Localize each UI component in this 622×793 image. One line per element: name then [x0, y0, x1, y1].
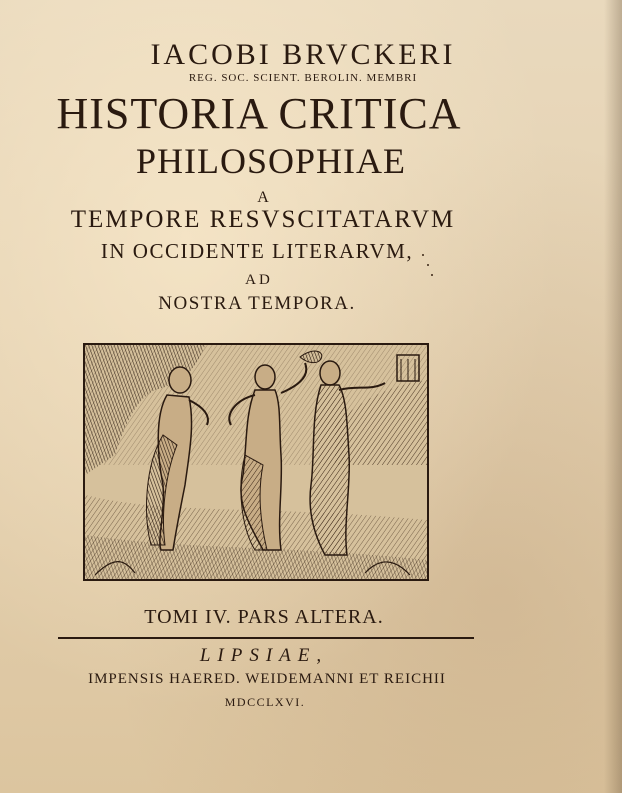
subtitle-occidente: IN OCCIDENTE LITERARVM, — [100, 239, 414, 263]
conjunction-ad: AD — [245, 272, 273, 288]
imprint-year: MDCCLXVI. — [224, 695, 306, 709]
author-society: REG. SOC. SCIENT. BEROLIN. MEMBRI — [188, 72, 418, 84]
book-title-line1: HISTORIA CRITICA — [56, 89, 462, 138]
book-title-line2: PHILOSOPHIAE — [135, 141, 406, 181]
author-name: IACOBI BRVCKERI — [150, 38, 456, 71]
imprint-city: LIPSIAE, — [199, 645, 329, 666]
conjunction-a: A — [257, 189, 269, 206]
engraving-illustration — [85, 345, 427, 579]
volume-designation: TOMI IV. PARS ALTERA. — [144, 606, 384, 628]
engraving-vignette — [83, 343, 429, 581]
horizontal-rule — [58, 637, 474, 639]
subtitle-nostra: NOSTRA TEMPORA. — [158, 293, 356, 314]
subtitle-tempore: TEMPORE RESVSCITATARVM — [70, 206, 456, 233]
imprint-publisher: IMPENSIS HAERED. WEIDEMANNI ET REICHII — [88, 671, 446, 687]
